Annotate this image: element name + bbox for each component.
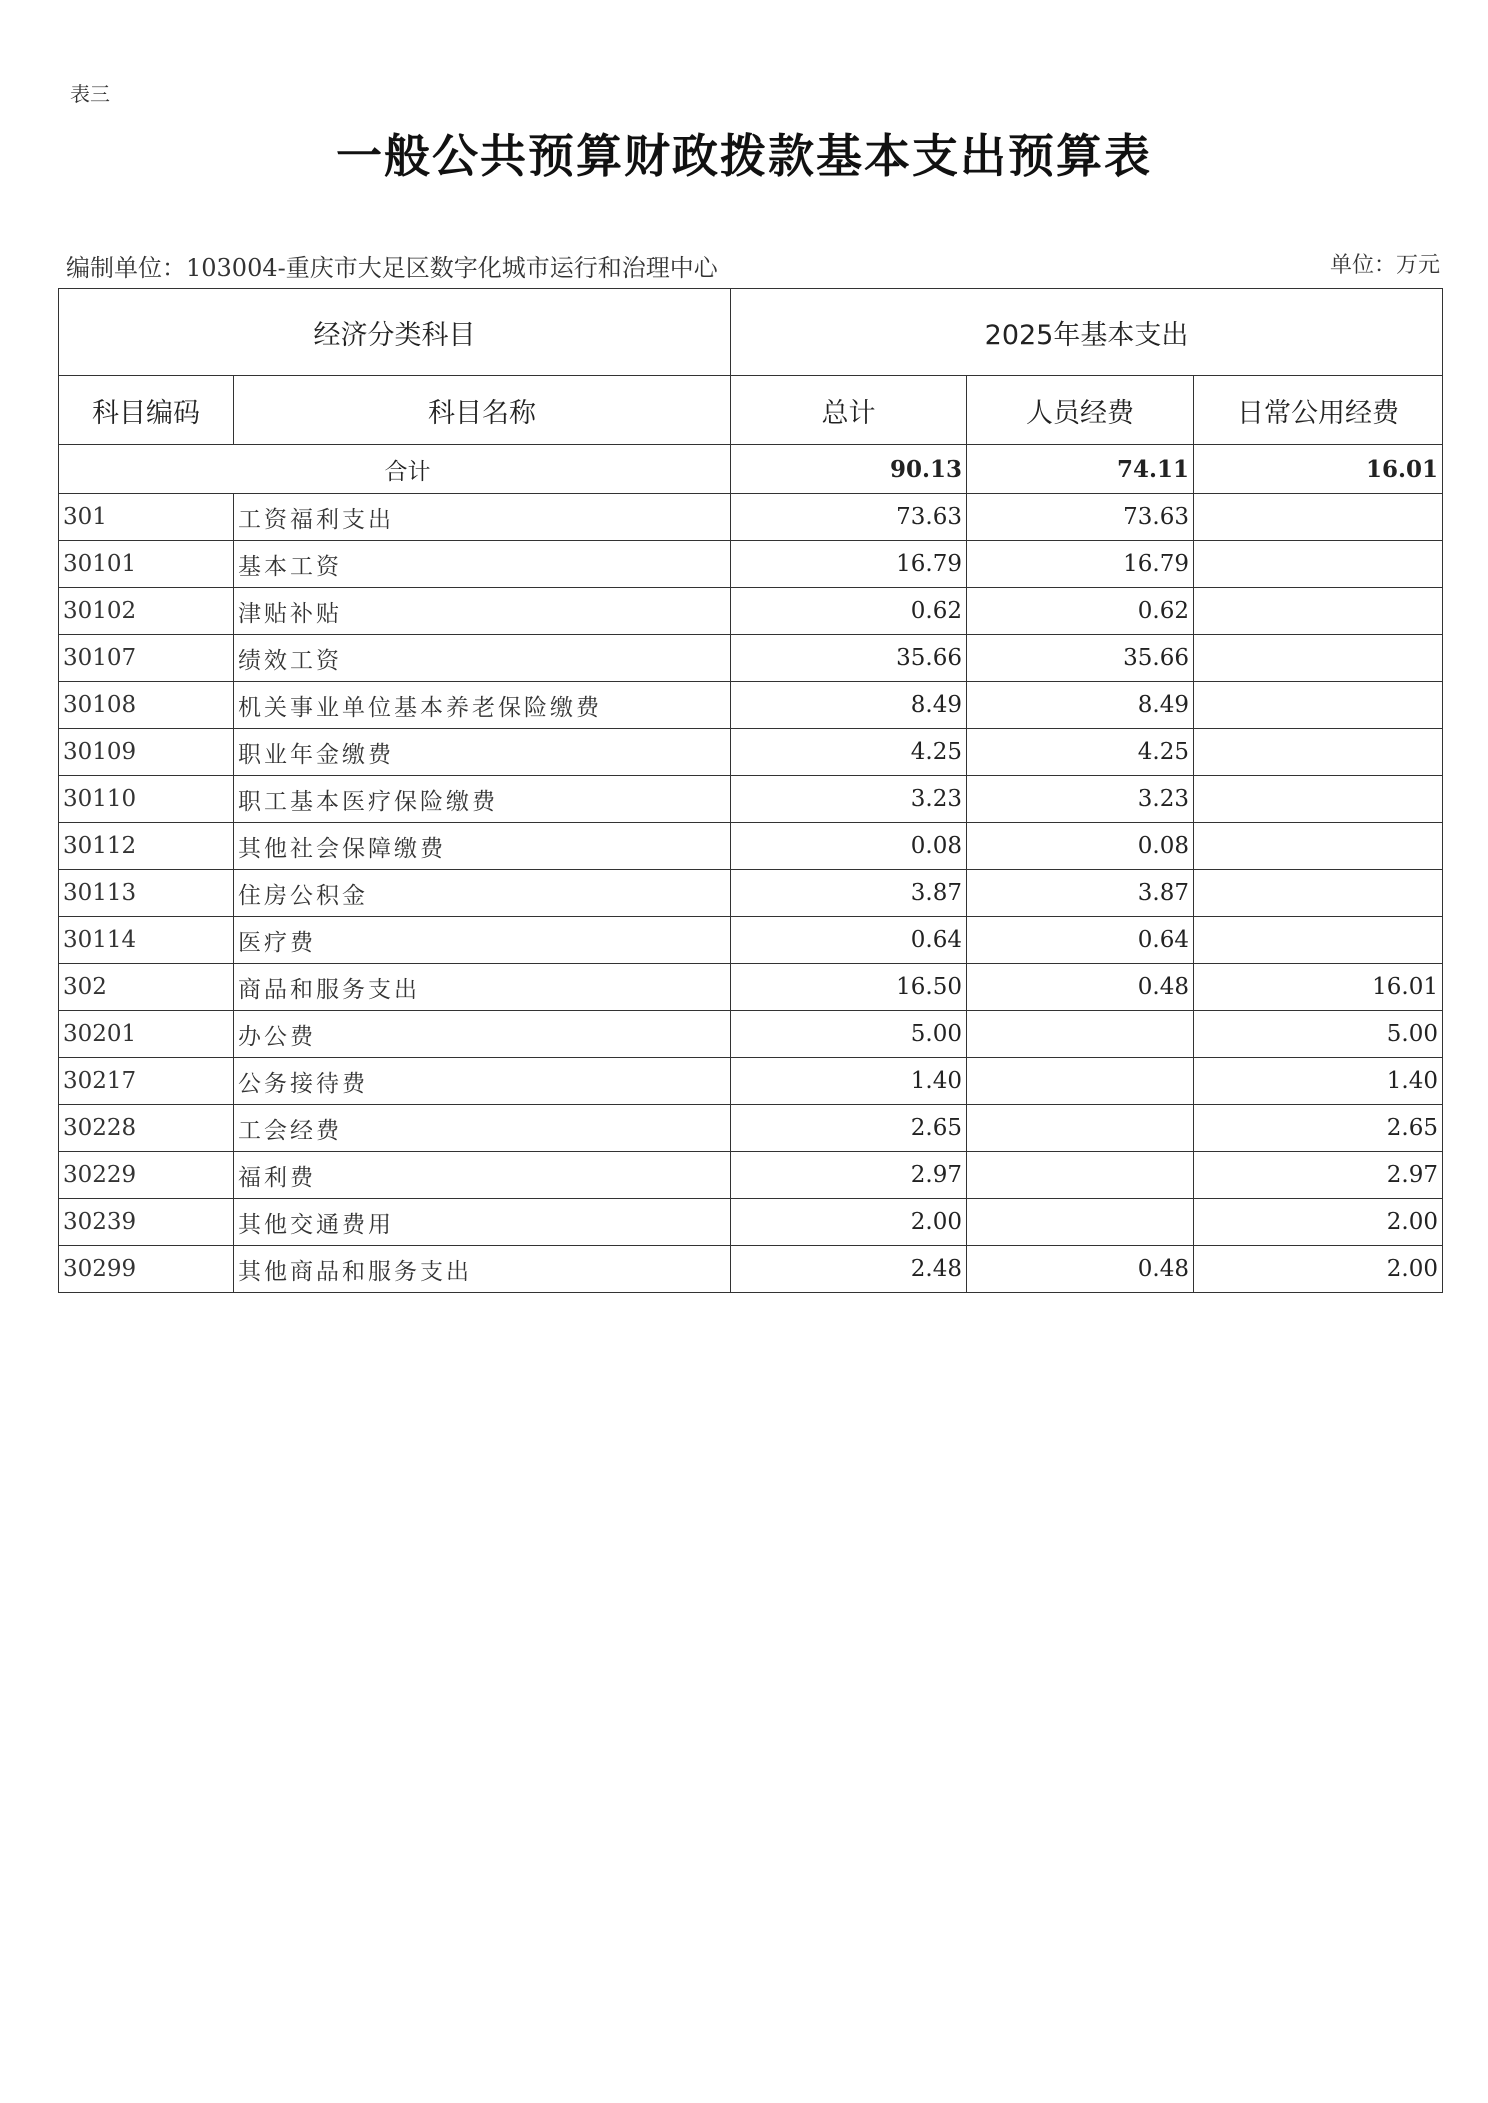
total-public: 16.01 [1194, 445, 1443, 494]
row-public [1194, 823, 1443, 870]
table-row [59, 1152, 1443, 1199]
row-name: 津贴补贴 [234, 588, 731, 635]
row-personnel: 0.64 [967, 917, 1194, 964]
row-name: 机关事业单位基本养老保险缴费 [234, 682, 731, 729]
row-total: 5.00 [731, 1011, 967, 1058]
table-row [59, 682, 1443, 729]
table-row [59, 964, 1443, 1011]
table-row [59, 1199, 1443, 1246]
row-total: 0.64 [731, 917, 967, 964]
table-row [59, 729, 1443, 776]
table-row [59, 1246, 1443, 1293]
row-public: 2.97 [1194, 1152, 1443, 1199]
row-total: 2.97 [731, 1152, 967, 1199]
row-personnel: 4.25 [967, 729, 1194, 776]
table-row [59, 776, 1443, 823]
table-row [59, 494, 1443, 541]
row-name: 工资福利支出 [234, 494, 731, 541]
row-name: 职业年金缴费 [234, 729, 731, 776]
row-public: 5.00 [1194, 1011, 1443, 1058]
page-title: 一般公共预算财政拨款基本支出预算表 [336, 129, 1152, 183]
row-personnel: 0.48 [967, 964, 1194, 1011]
budget-table [58, 288, 1443, 1293]
compiling-unit: 编制单位：103004-重庆市大足区数字化城市运行和治理中心 [66, 254, 718, 282]
row-code: 30201 [59, 1011, 234, 1058]
row-total: 1.40 [731, 1058, 967, 1105]
row-public [1194, 682, 1443, 729]
row-personnel [967, 1199, 1194, 1246]
row-code: 30299 [59, 1246, 234, 1293]
row-name: 商品和服务支出 [234, 964, 731, 1011]
table-label: 表三 [70, 82, 110, 106]
table-row [59, 541, 1443, 588]
row-total: 73.63 [731, 494, 967, 541]
row-name: 其他交通费用 [234, 1199, 731, 1246]
row-public: 1.40 [1194, 1058, 1443, 1105]
row-public [1194, 588, 1443, 635]
row-name: 职工基本医疗保险缴费 [234, 776, 731, 823]
row-code: 302 [59, 964, 234, 1011]
meta-row [66, 248, 1440, 280]
table-row [59, 917, 1443, 964]
row-total: 2.48 [731, 1246, 967, 1293]
total-row [59, 445, 1443, 494]
table-row [59, 870, 1443, 917]
row-personnel: 16.79 [967, 541, 1194, 588]
row-code: 30109 [59, 729, 234, 776]
row-total: 8.49 [731, 682, 967, 729]
row-name: 公务接待费 [234, 1058, 731, 1105]
row-code: 30217 [59, 1058, 234, 1105]
row-personnel: 3.87 [967, 870, 1194, 917]
row-code: 301 [59, 494, 234, 541]
row-total: 0.62 [731, 588, 967, 635]
row-total: 0.08 [731, 823, 967, 870]
row-code: 30102 [59, 588, 234, 635]
total-amount: 90.13 [731, 445, 967, 494]
row-name: 工会经费 [234, 1105, 731, 1152]
table-row [59, 1105, 1443, 1152]
row-total: 2.00 [731, 1199, 967, 1246]
row-code: 30107 [59, 635, 234, 682]
row-personnel [967, 1011, 1194, 1058]
row-code: 30113 [59, 870, 234, 917]
row-public [1194, 494, 1443, 541]
row-personnel: 0.48 [967, 1246, 1194, 1293]
row-name: 医疗费 [234, 917, 731, 964]
table-row [59, 823, 1443, 870]
row-name: 住房公积金 [234, 870, 731, 917]
row-personnel: 3.23 [967, 776, 1194, 823]
row-public [1194, 541, 1443, 588]
row-personnel: 73.63 [967, 494, 1194, 541]
row-personnel: 8.49 [967, 682, 1194, 729]
row-total: 35.66 [731, 635, 967, 682]
row-code: 30112 [59, 823, 234, 870]
row-public: 2.65 [1194, 1105, 1443, 1152]
row-total: 16.79 [731, 541, 967, 588]
row-total: 2.65 [731, 1105, 967, 1152]
header-personnel: 人员经费 [967, 376, 1194, 445]
table-row [59, 1011, 1443, 1058]
row-public [1194, 917, 1443, 964]
row-public [1194, 776, 1443, 823]
row-name: 福利费 [234, 1152, 731, 1199]
header-group-row [59, 289, 1443, 376]
row-public: 16.01 [1194, 964, 1443, 1011]
table-row [59, 635, 1443, 682]
row-public [1194, 635, 1443, 682]
row-personnel: 35.66 [967, 635, 1194, 682]
row-name: 绩效工资 [234, 635, 731, 682]
header-total: 总计 [731, 376, 967, 445]
row-personnel: 0.08 [967, 823, 1194, 870]
row-code: 30114 [59, 917, 234, 964]
row-name: 办公费 [234, 1011, 731, 1058]
row-total: 3.87 [731, 870, 967, 917]
row-code: 30101 [59, 541, 234, 588]
total-personnel: 74.11 [967, 445, 1194, 494]
row-code: 30239 [59, 1199, 234, 1246]
header-code: 科目编码 [59, 376, 234, 445]
unit-measure: 单位：万元 [1329, 253, 1440, 278]
header-column-row [59, 376, 1443, 445]
header-name: 科目名称 [234, 376, 731, 445]
row-public: 2.00 [1194, 1246, 1443, 1293]
row-public [1194, 870, 1443, 917]
header-basic-expenditure: 2025年基本支出 [731, 289, 1443, 376]
header-public: 日常公用经费 [1194, 376, 1443, 445]
row-public [1194, 729, 1443, 776]
row-public: 2.00 [1194, 1199, 1443, 1246]
row-personnel [967, 1105, 1194, 1152]
row-total: 3.23 [731, 776, 967, 823]
table-row [59, 588, 1443, 635]
row-name: 其他商品和服务支出 [234, 1246, 731, 1293]
row-total: 16.50 [731, 964, 967, 1011]
row-personnel: 0.62 [967, 588, 1194, 635]
row-personnel [967, 1058, 1194, 1105]
table-row [59, 1058, 1443, 1105]
row-name: 基本工资 [234, 541, 731, 588]
header-economic-category: 经济分类科目 [59, 289, 731, 376]
row-code: 30228 [59, 1105, 234, 1152]
row-code: 30110 [59, 776, 234, 823]
row-total: 4.25 [731, 729, 967, 776]
total-label: 合计 [59, 445, 731, 494]
row-personnel [967, 1152, 1194, 1199]
row-code: 30108 [59, 682, 234, 729]
row-name: 其他社会保障缴费 [234, 823, 731, 870]
row-code: 30229 [59, 1152, 234, 1199]
